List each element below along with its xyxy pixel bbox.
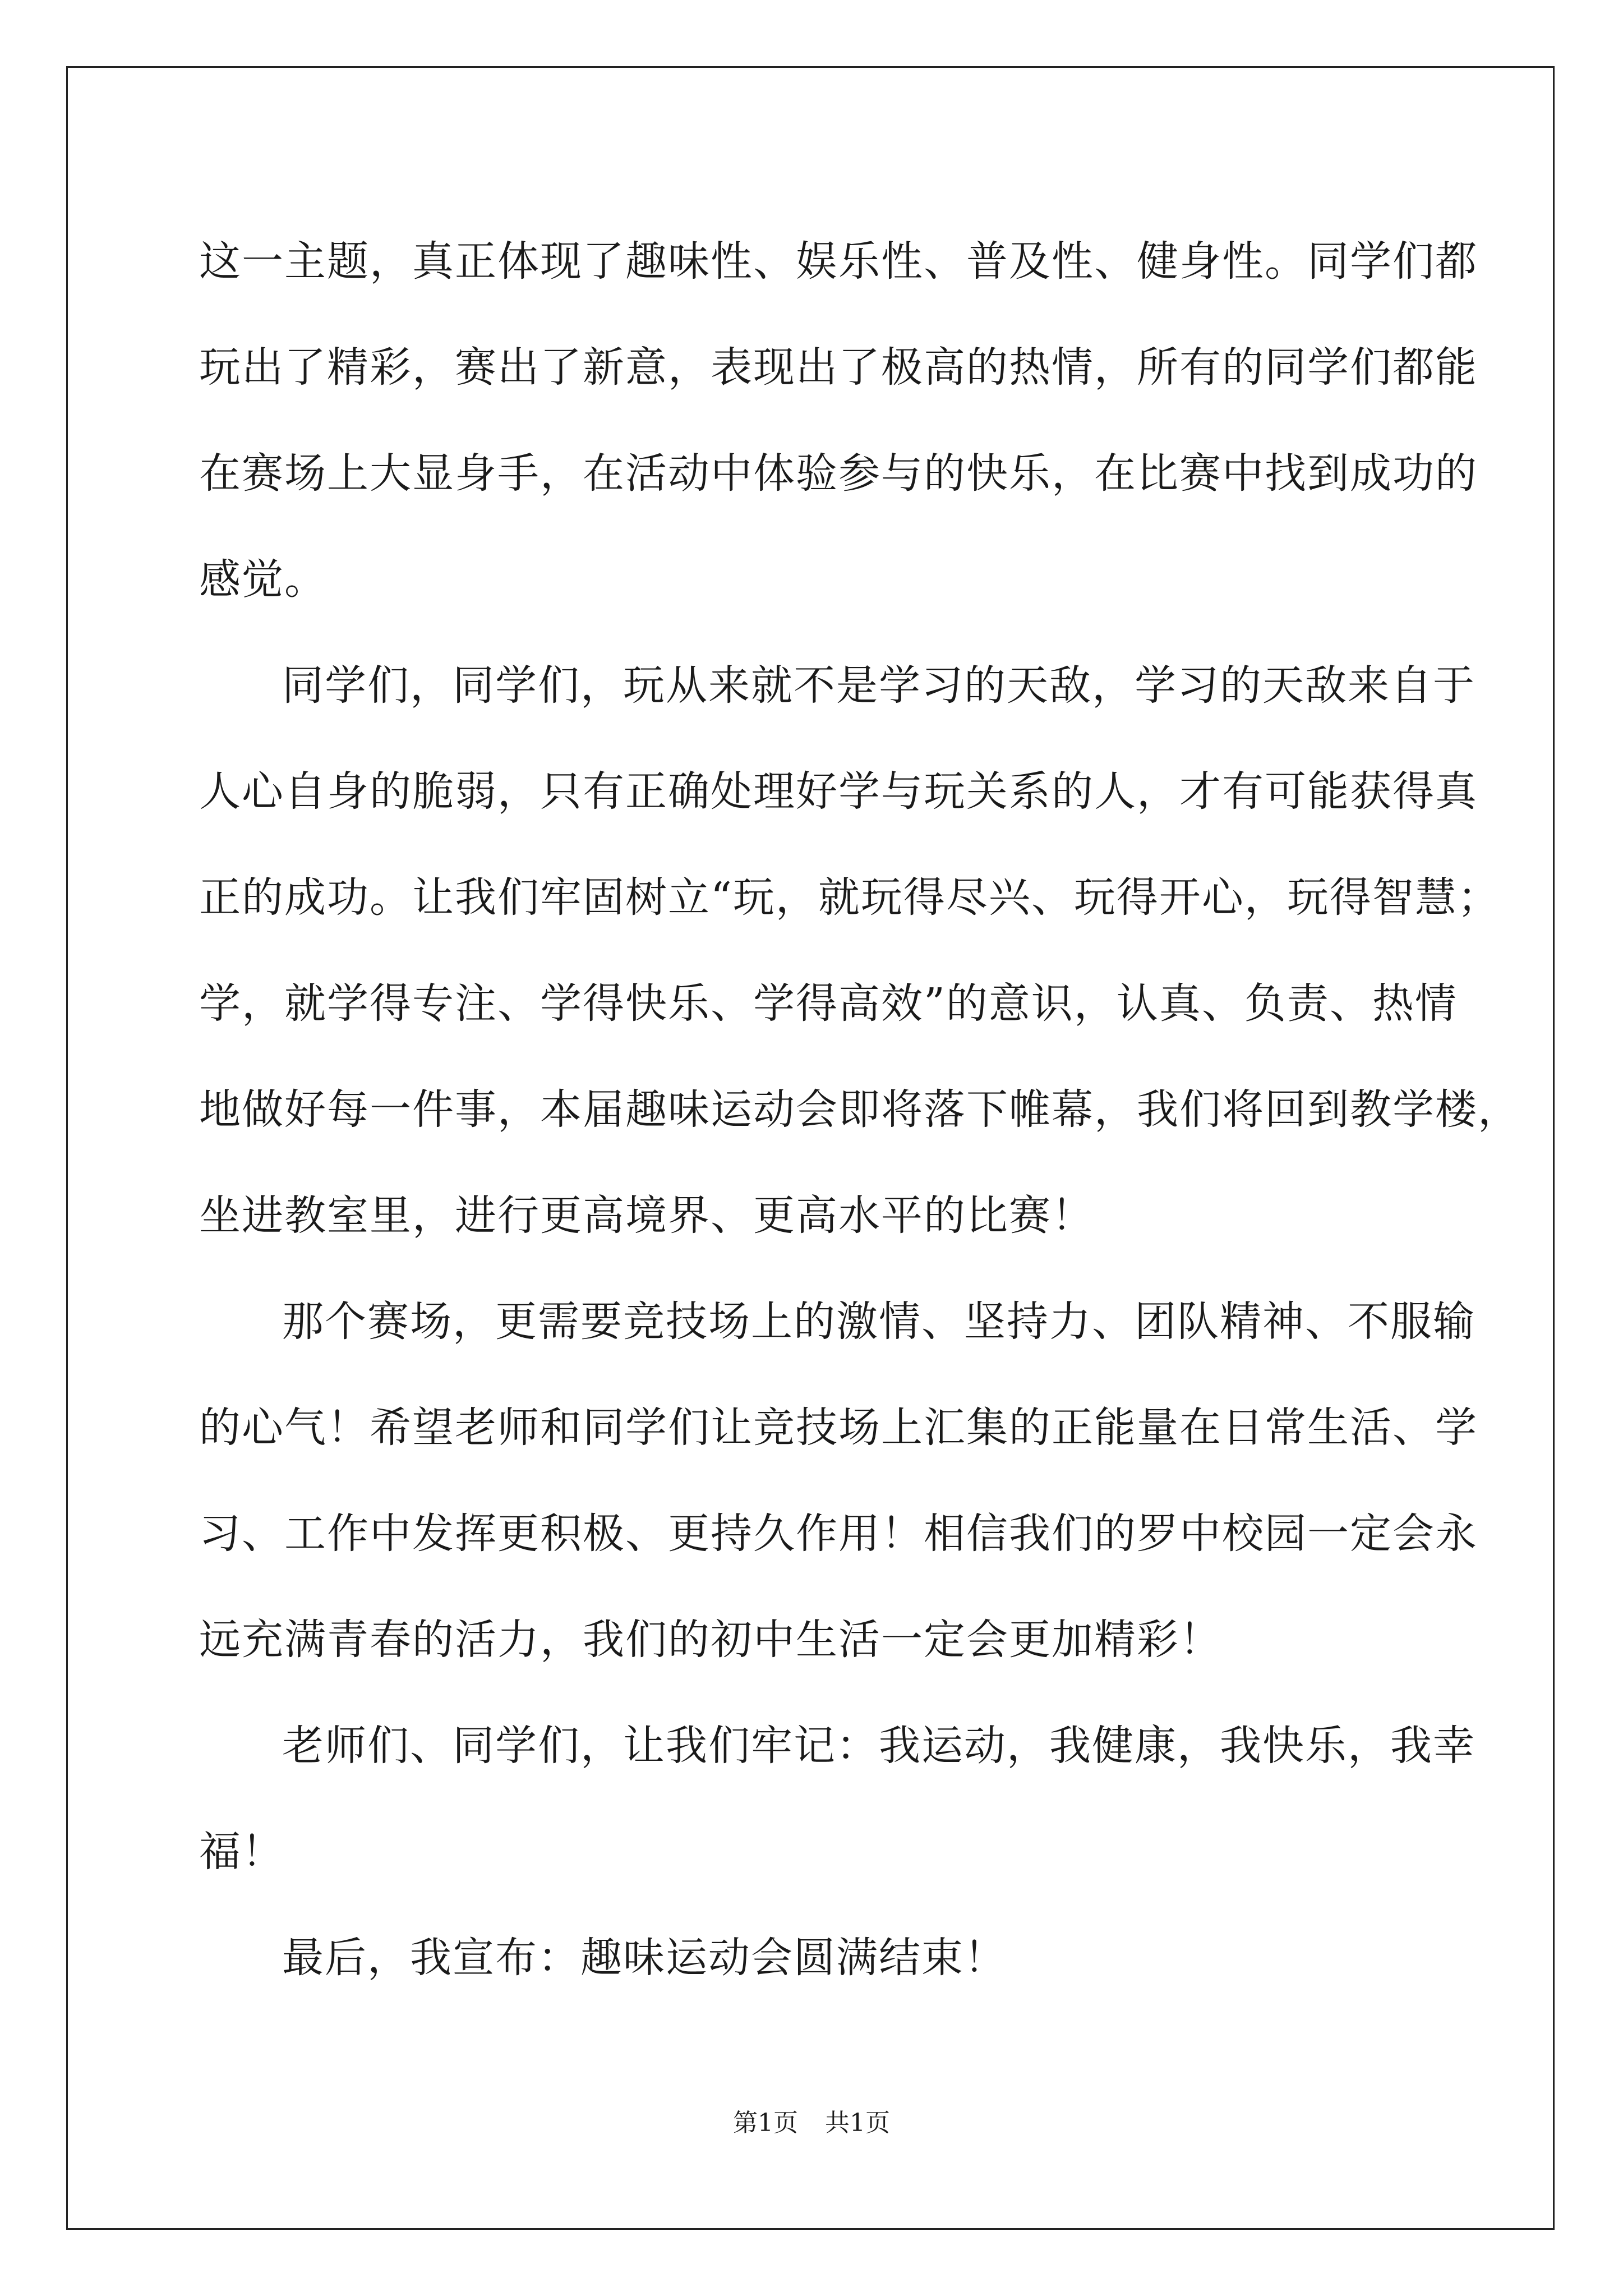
page-number: 第1页 [733,2109,798,2137]
text-line: 最后，我宣布：趣味运动会圆满结束！ [282,1934,1007,1982]
text-line: 习、工作中发挥更积极、更持久作用！相信我们的罗中校园一定会永 [199,1510,1478,1558]
paragraph-5 [199,1905,1422,2011]
text-line: 学，就学得专注、学得快乐、学得高效”的意识，认真、负责、热情 [199,979,1458,1028]
page-total: 共1页 [825,2109,890,2137]
text-line: 感觉。 [199,555,327,604]
text-line: 那个赛场，更需要竞技场上的激情、坚持力、团队精神、不服输 [282,1297,1476,1346]
text-line: 同学们，同学们，玩从来就不是学习的天敌，学习的天敌来自于 [282,661,1476,710]
text-line: 远充满青春的活力，我们的初中生活一定会更加精彩！ [199,1616,1222,1664]
page-footer [0,2102,1623,2138]
text-line: 正的成功。让我们牢固树立“玩，就玩得尽兴、玩得开心，玩得智慧； [199,873,1500,922]
paragraph-2 [199,633,1520,1269]
paragraph-4 [199,1693,1476,1905]
text-line: 老师们、同学们，让我们牢记：我运动，我健康，我快乐，我幸 [282,1722,1476,1770]
text-line: 坐进教室里，进行更高境界、更高水平的比赛！ [199,1191,1094,1240]
text-line: 的心气！希望老师和同学们让竞技场上汇集的正能量在日常生活、学 [199,1404,1478,1452]
text-line: 地做好每一件事，本届趣味运动会即将落下帷幕，我们将回到教学楼， [199,1085,1520,1134]
text-line: 福！ [199,1828,284,1876]
text-line: 这一主题，真正体现了趣味性、娱乐性、普及性、健身性。同学们都 [199,237,1478,286]
document-body [199,209,1520,2011]
text-line: 玩出了精彩，赛出了新意，表现出了极高的热情，所有的同学们都能 [199,343,1478,392]
paragraph-3 [199,1269,1478,1693]
paragraph-1 [199,209,1478,633]
text-line: 人心自身的脆弱，只有正确处理好学与玩关系的人，才有可能获得真 [199,767,1478,816]
text-line: 在赛场上大显身手，在活动中体验参与的快乐，在比赛中找到成功的 [199,449,1478,498]
